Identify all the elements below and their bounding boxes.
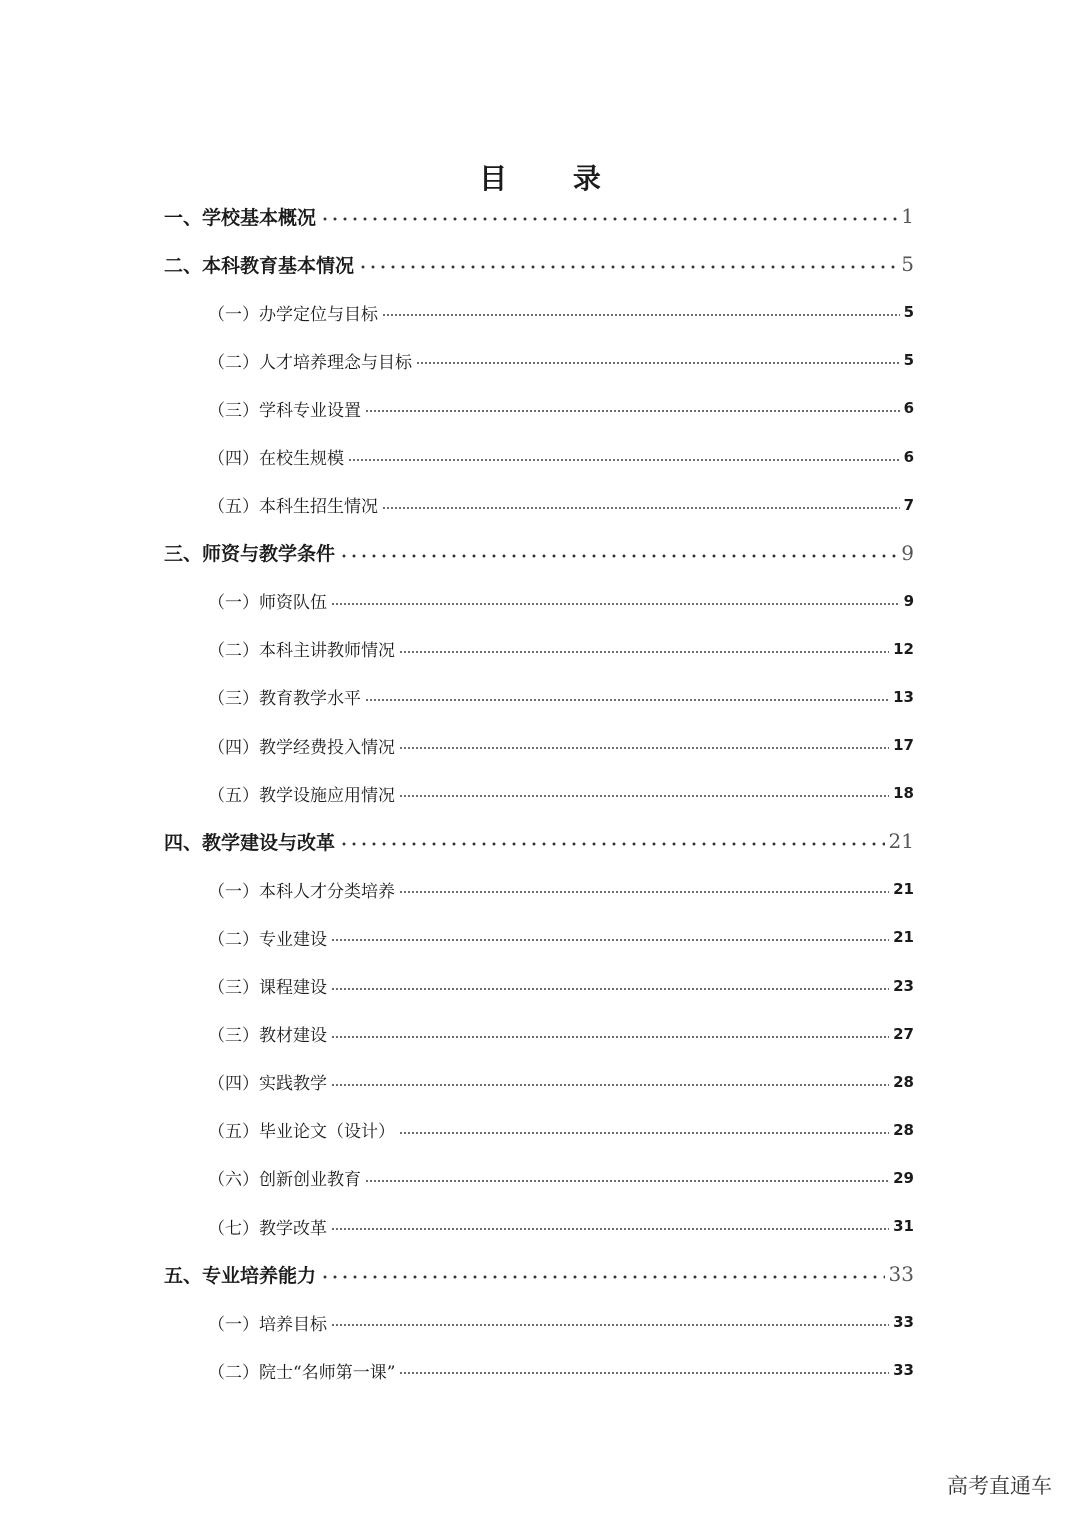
toc-entry-label: （三）课程建设: [208, 978, 327, 999]
toc-subsection-entry[interactable]: [0, 1202, 1080, 1250]
toc-page-number: 5: [903, 351, 914, 370]
toc-page-number: 33: [893, 1313, 914, 1332]
toc-subsection-entry[interactable]: [0, 336, 1080, 384]
toc-dot-leader: [382, 501, 900, 515]
toc-section-entry[interactable]: [0, 240, 1080, 288]
toc-dot-leader: [399, 1126, 889, 1140]
toc-dot-leader: [331, 597, 900, 611]
toc-dot-leader: [339, 837, 885, 851]
toc-subsection-entry[interactable]: [0, 865, 1080, 913]
toc-page-number: 28: [893, 1120, 914, 1139]
toc-subsection-entry[interactable]: [0, 1010, 1080, 1058]
toc-subsection-entry[interactable]: [0, 1298, 1080, 1346]
toc-page-number: 7: [903, 495, 914, 514]
toc-page-number: 18: [893, 784, 914, 803]
toc-dot-leader: [365, 404, 900, 418]
toc-entry-label: （四）教学经费投入情况: [208, 737, 395, 758]
toc-entry-label: （五）毕业论文（设计）: [208, 1122, 395, 1143]
toc-dot-leader: [358, 260, 897, 274]
toc-dot-leader: [416, 356, 900, 370]
toc-page-number: 5: [903, 303, 914, 322]
toc-entry-label: （五）本科生招生情况: [208, 497, 378, 518]
toc-entry-label: （四）实践教学: [208, 1074, 327, 1095]
page-title: 目 录: [479, 161, 629, 195]
toc-dot-leader: [399, 645, 889, 659]
toc-section-entry[interactable]: [0, 817, 1080, 865]
toc-entry-label: （三）教材建设: [208, 1026, 327, 1047]
toc-subsection-entry[interactable]: [0, 384, 1080, 432]
toc-page-number: 1: [901, 204, 914, 229]
toc-page-number: 21: [893, 928, 914, 947]
toc-page-number: 27: [893, 1024, 914, 1043]
toc-subsection-entry[interactable]: [0, 673, 1080, 721]
toc-entry-label: 五、专业培养能力: [164, 1264, 317, 1287]
toc-page-number: 31: [893, 1217, 914, 1236]
toc-subsection-entry[interactable]: [0, 721, 1080, 769]
toc-page-number: 33: [893, 1361, 914, 1380]
toc-subsection-entry[interactable]: [0, 1346, 1080, 1394]
toc-page-number: 29: [893, 1168, 914, 1187]
table-of-contents: [0, 192, 1080, 1394]
toc-page-number: 5: [901, 252, 914, 277]
toc-subsection-entry[interactable]: [0, 577, 1080, 625]
toc-page-number: 33: [888, 1262, 914, 1287]
toc-section-entry[interactable]: [0, 192, 1080, 240]
toc-subsection-entry[interactable]: [0, 625, 1080, 673]
toc-dot-leader: [320, 1270, 885, 1284]
toc-dot-leader: [339, 549, 897, 563]
toc-entry-label: （二）本科主讲教师情况: [208, 641, 395, 662]
toc-dot-leader: [399, 1366, 889, 1380]
toc-section-entry[interactable]: [0, 529, 1080, 577]
toc-page-number: 23: [893, 976, 914, 995]
toc-entry-label: （二）专业建设: [208, 929, 327, 950]
toc-subsection-entry[interactable]: [0, 1106, 1080, 1154]
toc-page-number: 6: [903, 447, 914, 466]
toc-entry-label: （三）教育教学水平: [208, 689, 361, 710]
toc-dot-leader: [331, 1078, 889, 1092]
toc-subsection-entry[interactable]: [0, 913, 1080, 961]
toc-dot-leader: [331, 1030, 889, 1044]
toc-entry-label: 二、本科教育基本情况: [164, 254, 355, 277]
toc-dot-leader: [331, 1222, 889, 1236]
toc-dot-leader: [320, 212, 897, 226]
toc-page-number: 12: [893, 639, 914, 658]
toc-dot-leader: [331, 1318, 889, 1332]
toc-entry-label: 一、学校基本概况: [164, 206, 317, 229]
toc-dot-leader: [382, 308, 900, 322]
toc-page-number: 9: [901, 540, 914, 565]
toc-subsection-entry[interactable]: [0, 432, 1080, 480]
toc-entry-label: （一）本科人才分类培养: [208, 881, 395, 902]
toc-page-number: 13: [893, 687, 914, 706]
toc-entry-label: （二）人才培养理念与目标: [208, 352, 412, 373]
toc-entry-label: （七）教学改革: [208, 1218, 327, 1239]
toc-dot-leader: [331, 982, 889, 996]
toc-dot-leader: [365, 693, 889, 707]
toc-page-number: 17: [893, 736, 914, 755]
toc-entry-label: （二）院士“名师第一课”: [208, 1362, 396, 1383]
toc-entry-label: 四、教学建设与改革: [164, 831, 336, 854]
toc-entry-label: （五）教学设施应用情况: [208, 785, 395, 806]
toc-entry-label: （一）办学定位与目标: [208, 304, 378, 325]
toc-subsection-entry[interactable]: [0, 1154, 1080, 1202]
toc-dot-leader: [399, 741, 889, 755]
toc-page-number: 21: [888, 829, 914, 854]
toc-entry-label: （三）学科专业设置: [208, 400, 361, 421]
toc-page-number: 9: [903, 591, 914, 610]
toc-dot-leader: [365, 1174, 889, 1188]
toc-dot-leader: [331, 933, 889, 947]
toc-entry-label: （一）师资队伍: [208, 593, 327, 614]
toc-dot-leader: [348, 453, 900, 467]
toc-subsection-entry[interactable]: [0, 1058, 1080, 1106]
toc-section-entry[interactable]: [0, 1250, 1080, 1298]
toc-subsection-entry[interactable]: [0, 769, 1080, 817]
watermark: 高考直通车: [947, 1474, 1052, 1498]
toc-page-number: 21: [893, 880, 914, 899]
toc-entry-label: （六）创新创业教育: [208, 1170, 361, 1191]
toc-subsection-entry[interactable]: [0, 962, 1080, 1010]
toc-entry-label: 三、师资与教学条件: [164, 543, 336, 566]
toc-dot-leader: [399, 789, 889, 803]
toc-subsection-entry[interactable]: [0, 481, 1080, 529]
toc-page-number: 6: [903, 399, 914, 418]
toc-subsection-entry[interactable]: [0, 288, 1080, 336]
toc-entry-label: （一）培养目标: [208, 1314, 327, 1335]
toc-entry-label: （四）在校生规模: [208, 449, 344, 470]
toc-dot-leader: [399, 885, 889, 899]
toc-page-number: 28: [893, 1072, 914, 1091]
